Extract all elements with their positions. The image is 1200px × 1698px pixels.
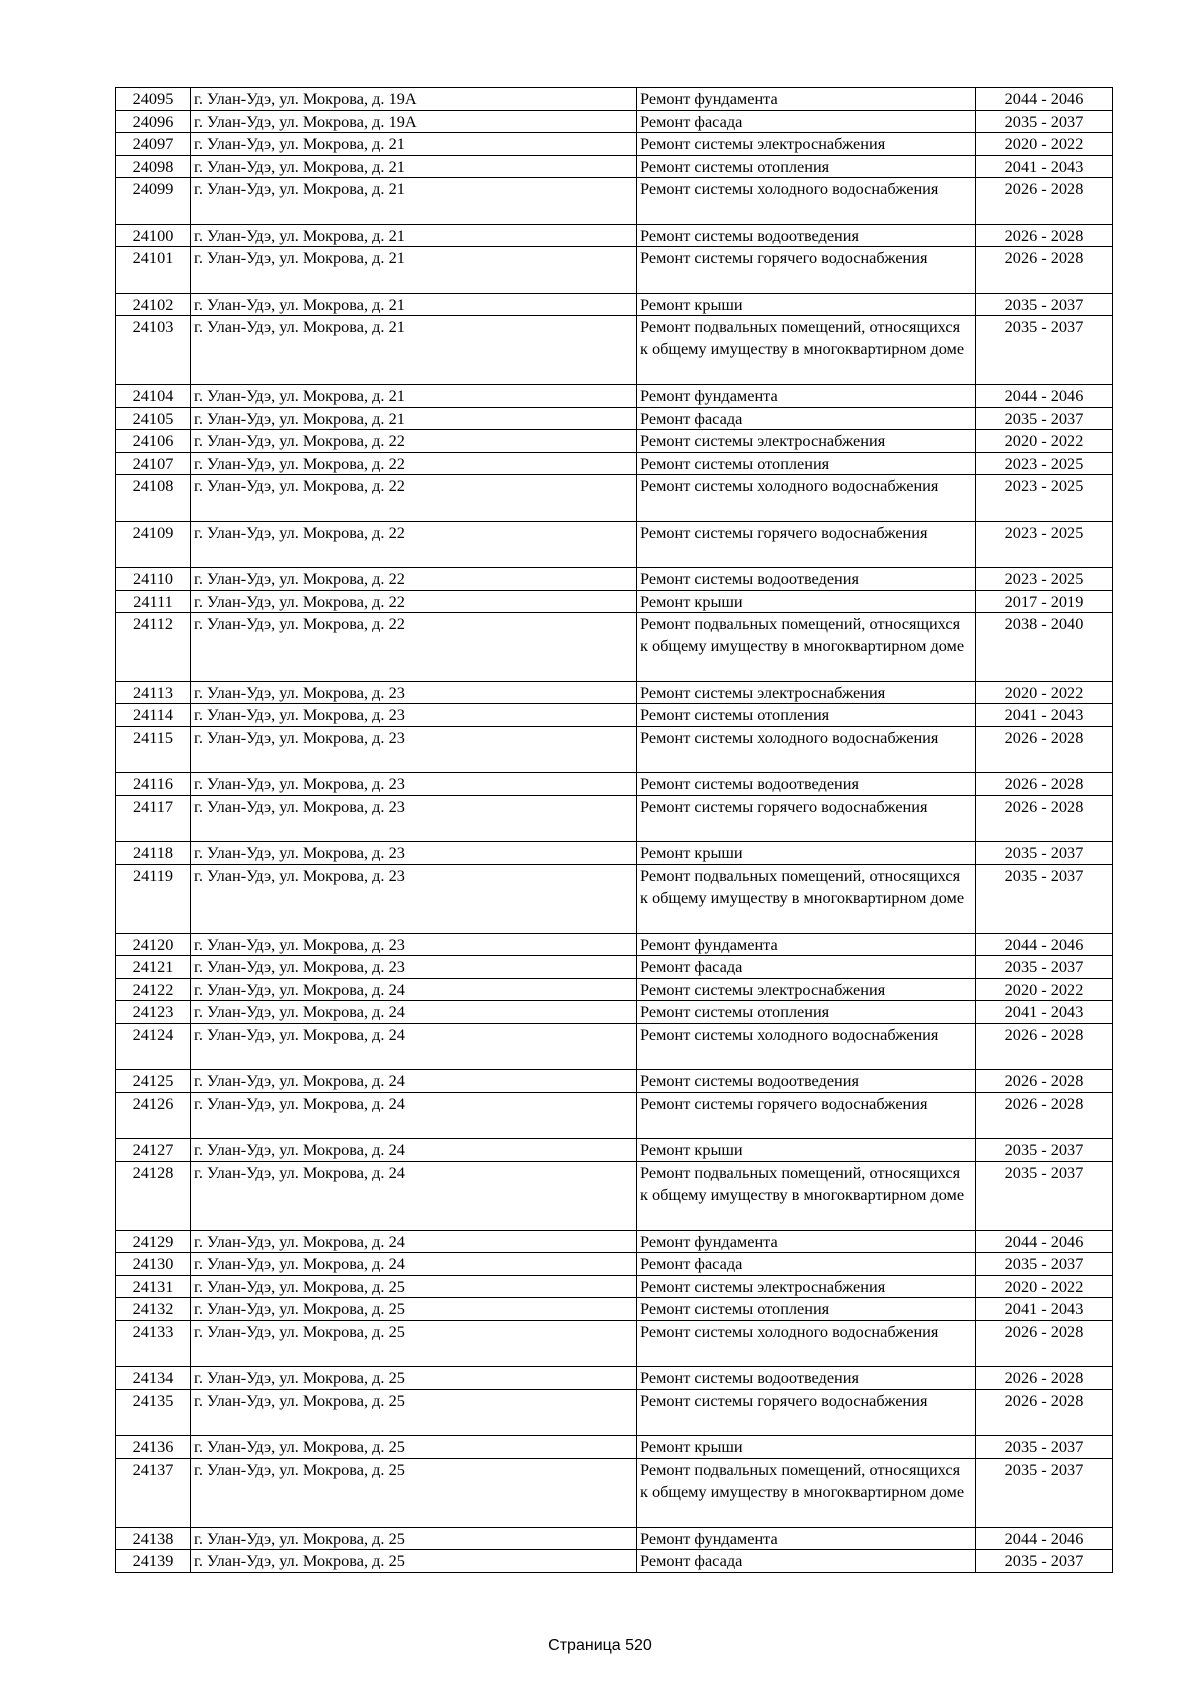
row-number-cell: 24121: [116, 956, 191, 979]
period-cell: 2035 - 2037: [976, 293, 1113, 316]
work-type-cell: Ремонт системы горячего водоснабжения: [637, 247, 976, 293]
table-row: [116, 842, 1113, 865]
address-cell: г. Улан-Удэ, ул. Мокрова, д. 21: [191, 316, 637, 385]
table-row: [116, 796, 1113, 842]
row-number-cell: 24102: [116, 293, 191, 316]
work-type-cell: Ремонт фундамента: [637, 933, 976, 956]
address-cell: г. Улан-Удэ, ул. Мокрова, д. 19А: [191, 110, 637, 133]
address-cell: г. Улан-Удэ, ул. Мокрова, д. 25: [191, 1436, 637, 1459]
address-cell: г. Улан-Удэ, ул. Мокрова, д. 24: [191, 1253, 637, 1276]
table-row: [116, 1458, 1113, 1527]
period-cell: 2026 - 2028: [976, 224, 1113, 247]
period-cell: 2035 - 2037: [976, 1436, 1113, 1459]
row-number-cell: 24123: [116, 1001, 191, 1024]
address-cell: г. Улан-Удэ, ул. Мокрова, д. 24: [191, 978, 637, 1001]
table-row: [116, 384, 1113, 407]
address-cell: г. Улан-Удэ, ул. Мокрова, д. 21: [191, 178, 637, 224]
row-number-cell: 24108: [116, 475, 191, 521]
table-row: [116, 155, 1113, 178]
address-cell: г. Улан-Удэ, ул. Мокрова, д. 25: [191, 1298, 637, 1321]
row-number-cell: 24134: [116, 1367, 191, 1390]
address-cell: г. Улан-Удэ, ул. Мокрова, д. 23: [191, 933, 637, 956]
address-cell: г. Улан-Удэ, ул. Мокрова, д. 22: [191, 475, 637, 521]
work-type-cell: Ремонт системы горячего водоснабжения: [637, 796, 976, 842]
period-cell: 2023 - 2025: [976, 568, 1113, 591]
period-cell: 2041 - 2043: [976, 704, 1113, 727]
period-cell: 2041 - 2043: [976, 155, 1113, 178]
table-row: [116, 1367, 1113, 1390]
table-row: [116, 316, 1113, 385]
work-type-cell: Ремонт системы отопления: [637, 452, 976, 475]
work-type-cell: Ремонт системы холодного водоснабжения: [637, 727, 976, 773]
period-cell: 2035 - 2037: [976, 956, 1113, 979]
work-type-cell: Ремонт фасада: [637, 110, 976, 133]
work-type-cell: Ремонт крыши: [637, 842, 976, 865]
table-row: [116, 613, 1113, 682]
table-row: [116, 430, 1113, 453]
address-cell: г. Улан-Удэ, ул. Мокрова, д. 25: [191, 1367, 637, 1390]
work-type-cell: Ремонт системы холодного водоснабжения: [637, 1320, 976, 1366]
address-cell: г. Улан-Удэ, ул. Мокрова, д. 24: [191, 1139, 637, 1162]
address-cell: г. Улан-Удэ, ул. Мокрова, д. 23: [191, 704, 637, 727]
table-row: [116, 1436, 1113, 1459]
work-type-cell: Ремонт фасада: [637, 1550, 976, 1573]
page-number: Страница 520: [548, 1637, 652, 1654]
period-cell: 2026 - 2028: [976, 773, 1113, 796]
address-cell: г. Улан-Удэ, ул. Мокрова, д. 21: [191, 247, 637, 293]
work-type-cell: Ремонт системы водоотведения: [637, 1070, 976, 1093]
period-cell: 2035 - 2037: [976, 316, 1113, 385]
row-number-cell: 24097: [116, 133, 191, 156]
period-cell: 2035 - 2037: [976, 1253, 1113, 1276]
period-cell: 2020 - 2022: [976, 978, 1113, 1001]
table-row: [116, 1253, 1113, 1276]
table-row: [116, 178, 1113, 224]
address-cell: г. Улан-Удэ, ул. Мокрова, д. 22: [191, 590, 637, 613]
period-cell: 2020 - 2022: [976, 681, 1113, 704]
address-cell: г. Улан-Удэ, ул. Мокрова, д. 22: [191, 521, 637, 567]
row-number-cell: 24103: [116, 316, 191, 385]
row-number-cell: 24117: [116, 796, 191, 842]
row-number-cell: 24095: [116, 88, 191, 111]
address-cell: г. Улан-Удэ, ул. Мокрова, д. 21: [191, 293, 637, 316]
address-cell: г. Улан-Удэ, ул. Мокрова, д. 21: [191, 384, 637, 407]
period-cell: 2026 - 2028: [976, 1389, 1113, 1435]
work-type-cell: Ремонт фундамента: [637, 1230, 976, 1253]
table-row: [116, 1092, 1113, 1138]
table-row: [116, 568, 1113, 591]
row-number-cell: 24110: [116, 568, 191, 591]
period-cell: 2017 - 2019: [976, 590, 1113, 613]
row-number-cell: 24137: [116, 1458, 191, 1527]
row-number-cell: 24116: [116, 773, 191, 796]
repair-schedule-table: [115, 87, 1113, 1573]
row-number-cell: 24106: [116, 430, 191, 453]
period-cell: 2035 - 2037: [976, 1458, 1113, 1527]
table-row: [116, 475, 1113, 521]
repair-schedule-body: [116, 88, 1113, 1573]
address-cell: г. Улан-Удэ, ул. Мокрова, д. 23: [191, 773, 637, 796]
table-row: [116, 1527, 1113, 1550]
row-number-cell: 24098: [116, 155, 191, 178]
work-type-cell: Ремонт системы электроснабжения: [637, 133, 976, 156]
table-row: [116, 247, 1113, 293]
address-cell: г. Улан-Удэ, ул. Мокрова, д. 24: [191, 1161, 637, 1230]
row-number-cell: 24111: [116, 590, 191, 613]
row-number-cell: 24126: [116, 1092, 191, 1138]
period-cell: 2044 - 2046: [976, 88, 1113, 111]
work-type-cell: Ремонт системы холодного водоснабжения: [637, 475, 976, 521]
period-cell: 2020 - 2022: [976, 430, 1113, 453]
table-row: [116, 1070, 1113, 1093]
work-type-cell: Ремонт системы холодного водоснабжения: [637, 178, 976, 224]
address-cell: г. Улан-Удэ, ул. Мокрова, д. 23: [191, 956, 637, 979]
period-cell: 2026 - 2028: [976, 1024, 1113, 1070]
address-cell: г. Улан-Удэ, ул. Мокрова, д. 22: [191, 613, 637, 682]
work-type-cell: Ремонт крыши: [637, 1436, 976, 1459]
table-row: [116, 1139, 1113, 1162]
row-number-cell: 24109: [116, 521, 191, 567]
period-cell: 2023 - 2025: [976, 452, 1113, 475]
work-type-cell: Ремонт фасада: [637, 956, 976, 979]
row-number-cell: 24113: [116, 681, 191, 704]
address-cell: г. Улан-Удэ, ул. Мокрова, д. 25: [191, 1389, 637, 1435]
period-cell: 2035 - 2037: [976, 407, 1113, 430]
address-cell: г. Улан-Удэ, ул. Мокрова, д. 24: [191, 1024, 637, 1070]
address-cell: г. Улан-Удэ, ул. Мокрова, д. 21: [191, 133, 637, 156]
work-type-cell: Ремонт фасада: [637, 1253, 976, 1276]
period-cell: 2026 - 2028: [976, 1320, 1113, 1366]
row-number-cell: 24122: [116, 978, 191, 1001]
period-cell: 2041 - 2043: [976, 1001, 1113, 1024]
table-row: [116, 1001, 1113, 1024]
table-row: [116, 1230, 1113, 1253]
row-number-cell: 24139: [116, 1550, 191, 1573]
row-number-cell: 24104: [116, 384, 191, 407]
work-type-cell: Ремонт подвальных помещений, относящихся к общему имуществу в многоквартирном доме: [637, 865, 976, 934]
work-type-cell: Ремонт системы электроснабжения: [637, 978, 976, 1001]
address-cell: г. Улан-Удэ, ул. Мокрова, д. 25: [191, 1527, 637, 1550]
address-cell: г. Улан-Удэ, ул. Мокрова, д. 21: [191, 155, 637, 178]
row-number-cell: 24136: [116, 1436, 191, 1459]
work-type-cell: Ремонт системы холодного водоснабжения: [637, 1024, 976, 1070]
period-cell: 2026 - 2028: [976, 727, 1113, 773]
table-row: [116, 1161, 1113, 1230]
table-row: [116, 1298, 1113, 1321]
row-number-cell: 24127: [116, 1139, 191, 1162]
row-number-cell: 24131: [116, 1275, 191, 1298]
row-number-cell: 24118: [116, 842, 191, 865]
table-row: [116, 1389, 1113, 1435]
row-number-cell: 24130: [116, 1253, 191, 1276]
row-number-cell: 24101: [116, 247, 191, 293]
address-cell: г. Улан-Удэ, ул. Мокрова, д. 25: [191, 1320, 637, 1366]
work-type-cell: Ремонт системы водоотведения: [637, 568, 976, 591]
table-row: [116, 704, 1113, 727]
row-number-cell: 24135: [116, 1389, 191, 1435]
table-row: [116, 681, 1113, 704]
period-cell: 2035 - 2037: [976, 865, 1113, 934]
work-type-cell: Ремонт подвальных помещений, относящихся к общему имуществу в многоквартирном доме: [637, 1458, 976, 1527]
address-cell: г. Улан-Удэ, ул. Мокрова, д. 22: [191, 452, 637, 475]
row-number-cell: 24133: [116, 1320, 191, 1366]
row-number-cell: 24099: [116, 178, 191, 224]
period-cell: 2041 - 2043: [976, 1298, 1113, 1321]
work-type-cell: Ремонт системы отопления: [637, 1001, 976, 1024]
table-row: [116, 978, 1113, 1001]
address-cell: г. Улан-Удэ, ул. Мокрова, д. 23: [191, 842, 637, 865]
work-type-cell: Ремонт фундамента: [637, 1527, 976, 1550]
work-type-cell: Ремонт системы водоотведения: [637, 773, 976, 796]
period-cell: 2035 - 2037: [976, 1550, 1113, 1573]
period-cell: 2026 - 2028: [976, 796, 1113, 842]
work-type-cell: Ремонт системы отопления: [637, 1298, 976, 1321]
period-cell: 2035 - 2037: [976, 1161, 1113, 1230]
period-cell: 2035 - 2037: [976, 110, 1113, 133]
table-row: [116, 133, 1113, 156]
row-number-cell: 24138: [116, 1527, 191, 1550]
row-number-cell: 24129: [116, 1230, 191, 1253]
address-cell: г. Улан-Удэ, ул. Мокрова, д. 24: [191, 1230, 637, 1253]
work-type-cell: Ремонт фундамента: [637, 88, 976, 111]
period-cell: 2023 - 2025: [976, 521, 1113, 567]
work-type-cell: Ремонт подвальных помещений, относящихся к общему имуществу в многоквартирном доме: [637, 613, 976, 682]
work-type-cell: Ремонт подвальных помещений, относящихся к общему имуществу в многоквартирном доме: [637, 316, 976, 385]
period-cell: 2035 - 2037: [976, 842, 1113, 865]
table-row: [116, 1550, 1113, 1573]
work-type-cell: Ремонт фасада: [637, 407, 976, 430]
row-number-cell: 24115: [116, 727, 191, 773]
work-type-cell: Ремонт системы отопления: [637, 704, 976, 727]
table-row: [116, 727, 1113, 773]
period-cell: 2044 - 2046: [976, 1527, 1113, 1550]
address-cell: г. Улан-Удэ, ул. Мокрова, д. 25: [191, 1458, 637, 1527]
table-row: [116, 1275, 1113, 1298]
period-cell: 2044 - 2046: [976, 1230, 1113, 1253]
table-row: [116, 407, 1113, 430]
row-number-cell: 24132: [116, 1298, 191, 1321]
period-cell: 2026 - 2028: [976, 1092, 1113, 1138]
address-cell: г. Улан-Удэ, ул. Мокрова, д. 23: [191, 681, 637, 704]
address-cell: г. Улан-Удэ, ул. Мокрова, д. 23: [191, 865, 637, 934]
address-cell: г. Улан-Удэ, ул. Мокрова, д. 24: [191, 1092, 637, 1138]
row-number-cell: 24100: [116, 224, 191, 247]
work-type-cell: Ремонт крыши: [637, 293, 976, 316]
period-cell: 2026 - 2028: [976, 247, 1113, 293]
work-type-cell: Ремонт системы электроснабжения: [637, 1275, 976, 1298]
table-row: [116, 224, 1113, 247]
period-cell: 2038 - 2040: [976, 613, 1113, 682]
row-number-cell: 24114: [116, 704, 191, 727]
table-row: [116, 293, 1113, 316]
table-row: [116, 521, 1113, 567]
table-row: [116, 88, 1113, 111]
work-type-cell: Ремонт системы электроснабжения: [637, 430, 976, 453]
address-cell: г. Улан-Удэ, ул. Мокрова, д. 24: [191, 1070, 637, 1093]
period-cell: 2020 - 2022: [976, 133, 1113, 156]
table-row: [116, 956, 1113, 979]
table-row: [116, 1320, 1113, 1366]
work-type-cell: Ремонт фундамента: [637, 384, 976, 407]
work-type-cell: Ремонт системы горячего водоснабжения: [637, 1389, 976, 1435]
row-number-cell: 24107: [116, 452, 191, 475]
period-cell: 2026 - 2028: [976, 1367, 1113, 1390]
row-number-cell: 24112: [116, 613, 191, 682]
row-number-cell: 24120: [116, 933, 191, 956]
address-cell: г. Улан-Удэ, ул. Мокрова, д. 19А: [191, 88, 637, 111]
work-type-cell: Ремонт системы горячего водоснабжения: [637, 521, 976, 567]
table-row: [116, 933, 1113, 956]
table-row: [116, 590, 1113, 613]
address-cell: г. Улан-Удэ, ул. Мокрова, д. 25: [191, 1275, 637, 1298]
period-cell: 2044 - 2046: [976, 384, 1113, 407]
row-number-cell: 24096: [116, 110, 191, 133]
period-cell: 2023 - 2025: [976, 475, 1113, 521]
address-cell: г. Улан-Удэ, ул. Мокрова, д. 22: [191, 568, 637, 591]
period-cell: 2026 - 2028: [976, 178, 1113, 224]
period-cell: 2044 - 2046: [976, 933, 1113, 956]
work-type-cell: Ремонт системы электроснабжения: [637, 681, 976, 704]
table-row: [116, 865, 1113, 934]
table-row: [116, 1024, 1113, 1070]
work-type-cell: Ремонт крыши: [637, 1139, 976, 1162]
work-type-cell: Ремонт крыши: [637, 590, 976, 613]
row-number-cell: 24128: [116, 1161, 191, 1230]
address-cell: г. Улан-Удэ, ул. Мокрова, д. 21: [191, 224, 637, 247]
work-type-cell: Ремонт системы водоотведения: [637, 224, 976, 247]
table-row: [116, 773, 1113, 796]
period-cell: 2035 - 2037: [976, 1139, 1113, 1162]
row-number-cell: 24124: [116, 1024, 191, 1070]
work-type-cell: Ремонт подвальных помещений, относящихся к общему имуществу в многоквартирном доме: [637, 1161, 976, 1230]
address-cell: г. Улан-Удэ, ул. Мокрова, д. 23: [191, 727, 637, 773]
row-number-cell: 24105: [116, 407, 191, 430]
address-cell: г. Улан-Удэ, ул. Мокрова, д. 25: [191, 1550, 637, 1573]
row-number-cell: 24119: [116, 865, 191, 934]
address-cell: г. Улан-Удэ, ул. Мокрова, д. 22: [191, 430, 637, 453]
period-cell: 2020 - 2022: [976, 1275, 1113, 1298]
address-cell: г. Улан-Удэ, ул. Мокрова, д. 21: [191, 407, 637, 430]
row-number-cell: 24125: [116, 1070, 191, 1093]
work-type-cell: Ремонт системы водоотведения: [637, 1367, 976, 1390]
address-cell: г. Улан-Удэ, ул. Мокрова, д. 23: [191, 796, 637, 842]
period-cell: 2026 - 2028: [976, 1070, 1113, 1093]
table-row: [116, 110, 1113, 133]
work-type-cell: Ремонт системы отопления: [637, 155, 976, 178]
address-cell: г. Улан-Удэ, ул. Мокрова, д. 24: [191, 1001, 637, 1024]
table-row: [116, 452, 1113, 475]
work-type-cell: Ремонт системы горячего водоснабжения: [637, 1092, 976, 1138]
